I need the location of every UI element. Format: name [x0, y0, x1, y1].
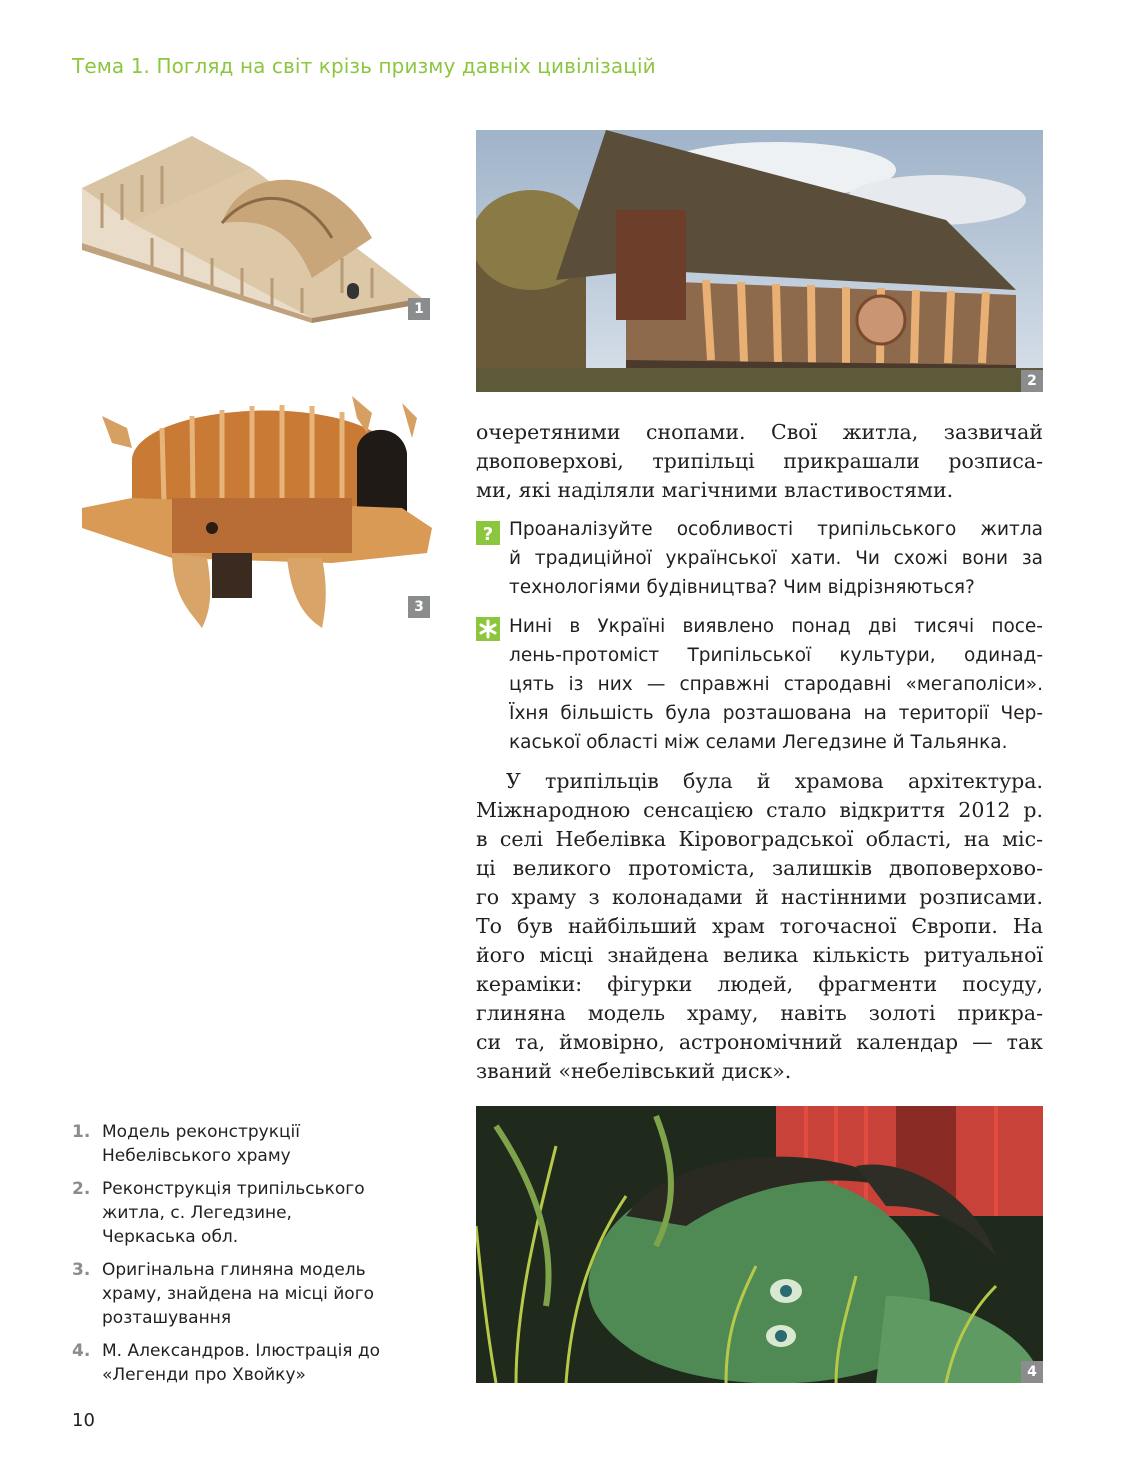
temple-model-image	[72, 128, 432, 323]
paragraph-temple	[476, 767, 1043, 1086]
text-line: глиняна модель храму, навіть золоті прикра-	[476, 1001, 1043, 1025]
text-line: в селі Небелівка Кіровоградської області, на міс-	[476, 827, 1043, 851]
question-line: й традиційної української хати. Чи схожі вони за	[509, 548, 1043, 569]
caption-line: розташування	[102, 1308, 232, 1328]
fact-line: каської області між селами Легедзине й Тальянка.	[509, 732, 1008, 753]
caption-line: Модель реконструкції	[102, 1122, 300, 1142]
text-line: У трипільців була й храмова архітектура.	[506, 769, 1043, 793]
svg-text:?: ?	[482, 524, 494, 545]
figure-1-temple-model	[72, 128, 432, 323]
text-line: кераміки: фігурки людей, фрагменти посуду,	[476, 972, 1043, 996]
figure-badge-1: 1	[408, 298, 430, 320]
text-line: двоповерхові, трипільці прикрашали розписа-	[476, 449, 1043, 473]
figure-badge-4: 4	[1021, 1361, 1043, 1383]
text-line: го храму з колонадами й настінними розписами.	[476, 885, 1043, 909]
figure-badge-3: 3	[408, 596, 430, 618]
question-line: технологіями будівництва? Чим відрізняються?	[509, 577, 975, 598]
text-line: званий «небелівський диск».	[476, 1059, 792, 1083]
caption-line: Черкаська обл.	[102, 1227, 239, 1247]
page-header: Тема 1. Погляд на світ крізь призму давніх цивілізацій	[72, 54, 656, 78]
text-line: ці великого протоміста, залишків двоповерхово-	[476, 856, 1043, 880]
caption-line: житла, с. Легедзине,	[102, 1203, 292, 1223]
page-number: 10	[72, 1410, 95, 1431]
dwelling-photo-image	[476, 130, 1043, 392]
caption-number: 3.	[72, 1260, 91, 1280]
fact-line: Їхня більшість була розташована на території Чер-	[509, 703, 1043, 724]
figure-3-clay-model	[72, 388, 432, 633]
text-line: ми, які наділяли магічними властивостями.	[476, 478, 954, 502]
question-line: Проаналізуйте особливості трипільського житла	[509, 519, 1043, 540]
caption-2	[72, 1177, 392, 1249]
caption-number: 2.	[72, 1179, 91, 1199]
caption-line: Оригінальна глиняна модель	[102, 1260, 366, 1280]
caption-line: храму, знайдена на місці його	[102, 1284, 375, 1304]
paragraph-intro	[476, 418, 1043, 505]
caption-line: М. Александров. Ілюстрація до	[102, 1341, 381, 1361]
figure-captions	[72, 1120, 392, 1396]
caption-line: «Легенди про Хвойку»	[102, 1365, 306, 1385]
caption-4	[72, 1339, 392, 1387]
text-line: його місці знайдена велика кількість ритуальної	[476, 943, 1043, 967]
text-line: очеретяними снопами. Свої житла, зазвичай	[476, 420, 1043, 444]
fact-block	[509, 612, 1043, 757]
question-block	[509, 515, 1043, 602]
illustration-image	[476, 1106, 1043, 1383]
caption-line: Небелівського храму	[102, 1146, 291, 1166]
caption-1	[72, 1120, 392, 1168]
question-icon	[476, 521, 500, 545]
caption-3	[72, 1258, 392, 1330]
fact-line: лень-протоміст Трипільської культури, одинад-	[509, 645, 1043, 666]
fact-line: Нині в Україні виявлено понад дві тисячі посе-	[509, 616, 1043, 637]
caption-line: Реконструкція трипільського	[102, 1179, 365, 1199]
fact-line: цять із них — справжні стародавні «мегаполіси».	[509, 674, 1043, 695]
text-line: Міжнародною сенсацією стало відкриття 2012 р.	[476, 798, 1043, 822]
text-line: си та, ймовірно, астрономічний календар — так	[476, 1030, 1043, 1054]
text-line: То був найбільший храм тогочасної Європи. На	[476, 914, 1043, 938]
figure-badge-2: 2	[1021, 370, 1043, 392]
clay-model-image	[72, 388, 432, 633]
asterisk-icon	[476, 617, 500, 641]
caption-number: 1.	[72, 1122, 91, 1142]
figure-2-dwelling-photo	[476, 130, 1043, 392]
figure-4-illustration	[476, 1106, 1043, 1383]
caption-number: 4.	[72, 1341, 91, 1361]
